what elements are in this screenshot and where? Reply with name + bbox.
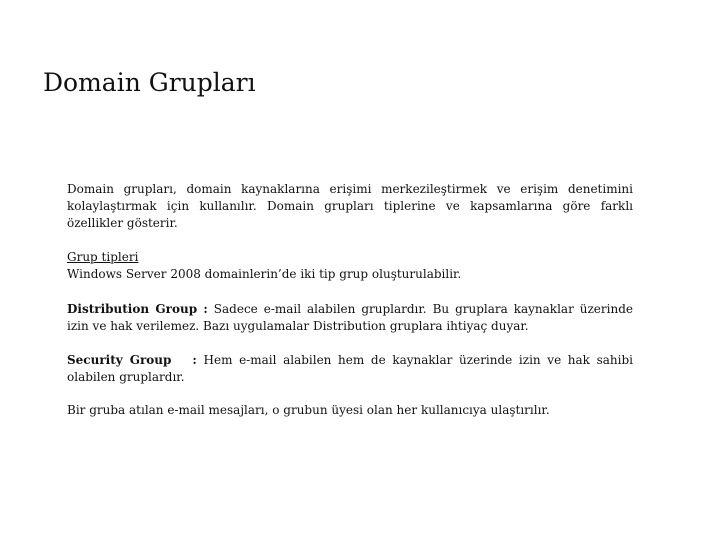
intro-paragraph: Domain grupları, domain kaynaklarına erişimi merkezileştirmek ve erişim denetimini kolaylaştırmak için kullanılır. Domain grupları tiplerine ve kapsamlarına göre farklı özellikler gösterir. [67, 182, 633, 230]
distribution-group-paragraph [67, 301, 633, 335]
group-types-text: Windows Server 2008 domainlerin’de iki tip grup oluşturulabilir. [67, 267, 462, 281]
closing-paragraph: Bir gruba atılan e-mail mesajları, o grubun üyesi olan her kullanıcıya ulaştırılır. [67, 403, 550, 417]
security-group-paragraph [67, 352, 633, 386]
distribution-group-term: Distribution Group : [67, 302, 208, 316]
security-group-text: Hem e-mail alabilen hem de kaynaklar üzerinde izin ve hak sahibi olabilen gruplardır. [67, 353, 633, 384]
group-types-paragraph [67, 249, 633, 283]
slide-title: Domain Grupları [43, 68, 256, 97]
group-types-heading: Grup tipleri [67, 250, 139, 264]
distribution-group-text: Sadece e-mail alabilen gruplardır. Bu gruplara kaynaklar üzerinde izin ve hak verilemez. Bazı uygulamalar Distribution gruplara ihtiyaç duyar. [67, 302, 633, 333]
security-group-term: Security Group : [67, 353, 197, 367]
